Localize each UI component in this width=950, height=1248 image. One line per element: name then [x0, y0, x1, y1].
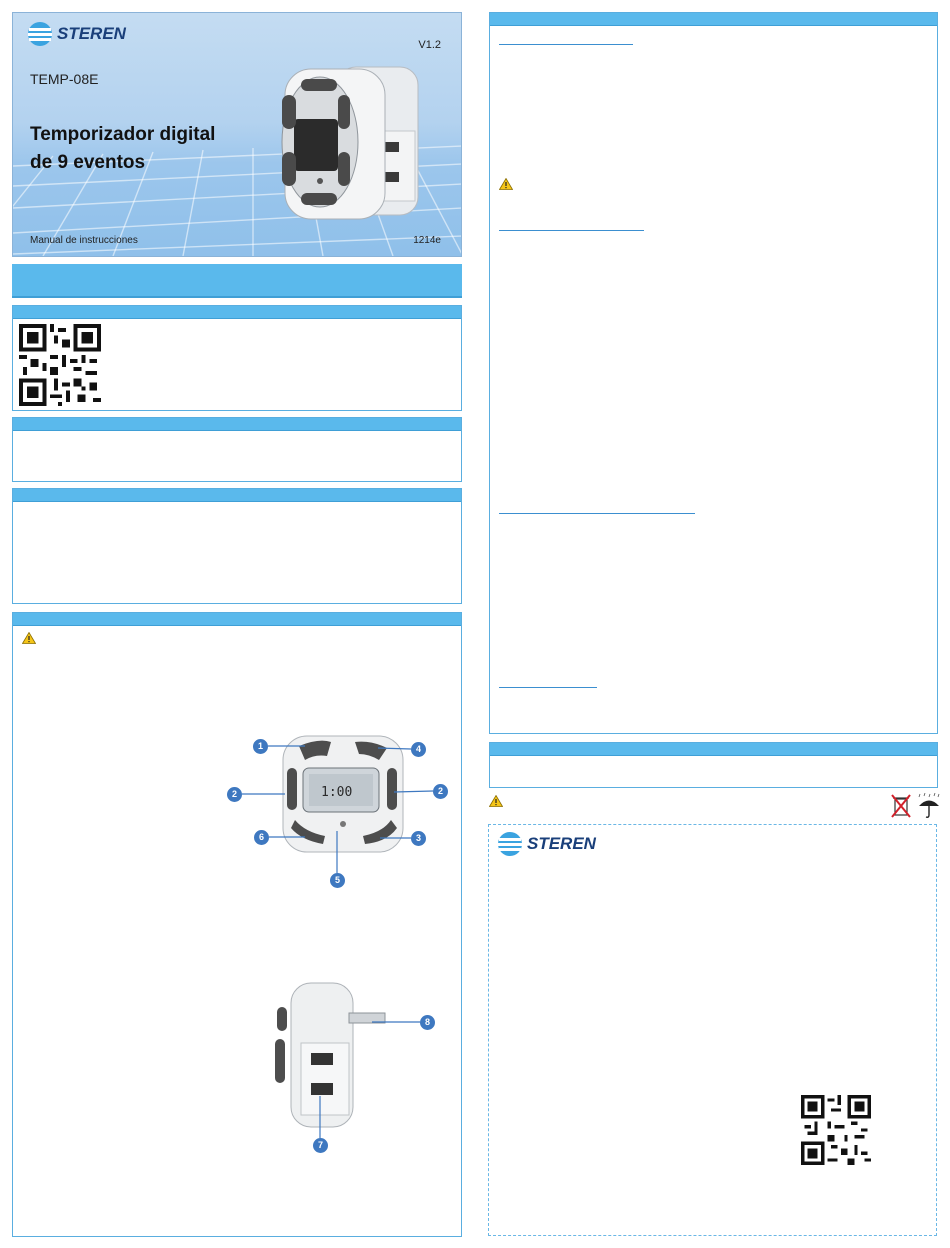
callout-4: 4: [411, 742, 426, 757]
callout-8: 8: [420, 1015, 435, 1030]
callout-2-left: 2: [227, 787, 242, 802]
callout-2-right: 2: [433, 784, 448, 799]
steren-logo: [497, 831, 596, 857]
title-line-1: Temporizador digital: [30, 124, 216, 145]
section-band: [490, 13, 937, 26]
version-label: V1.2: [418, 39, 441, 51]
title-line-2: de 9 eventos: [30, 152, 146, 173]
warranty-card: [488, 824, 937, 1236]
steren-logo-icon: [497, 831, 523, 857]
print-code: 1214e: [413, 235, 441, 246]
no-trash-bin-icon: [890, 793, 912, 819]
warranty-qr-code: [801, 1095, 871, 1165]
manual-label: Manual de instrucciones: [30, 235, 138, 246]
warning-icon: [499, 178, 513, 190]
callout-1: 1: [253, 739, 268, 754]
notes-section: [489, 742, 938, 788]
subheading-underline-1: [499, 44, 633, 45]
callout-5: 5: [330, 873, 345, 888]
subheading-underline-4: [499, 687, 597, 688]
brand-name: STEREN: [527, 834, 596, 853]
callout-3: 3: [411, 831, 426, 846]
subheading-underline-3: [499, 513, 695, 514]
warning-icon: [489, 795, 503, 807]
section-band: [490, 743, 937, 756]
subheading-underline-2: [499, 230, 644, 231]
callout-6: 6: [254, 830, 269, 845]
model-number: TEMP-08E: [30, 71, 99, 87]
instructions-section: [489, 12, 938, 734]
umbrella-rain-icon: [917, 793, 941, 819]
callout-7: 7: [313, 1138, 328, 1153]
svg-text:1:00: 1:00: [321, 785, 353, 800]
brand-name: STEREN: [57, 24, 126, 43]
